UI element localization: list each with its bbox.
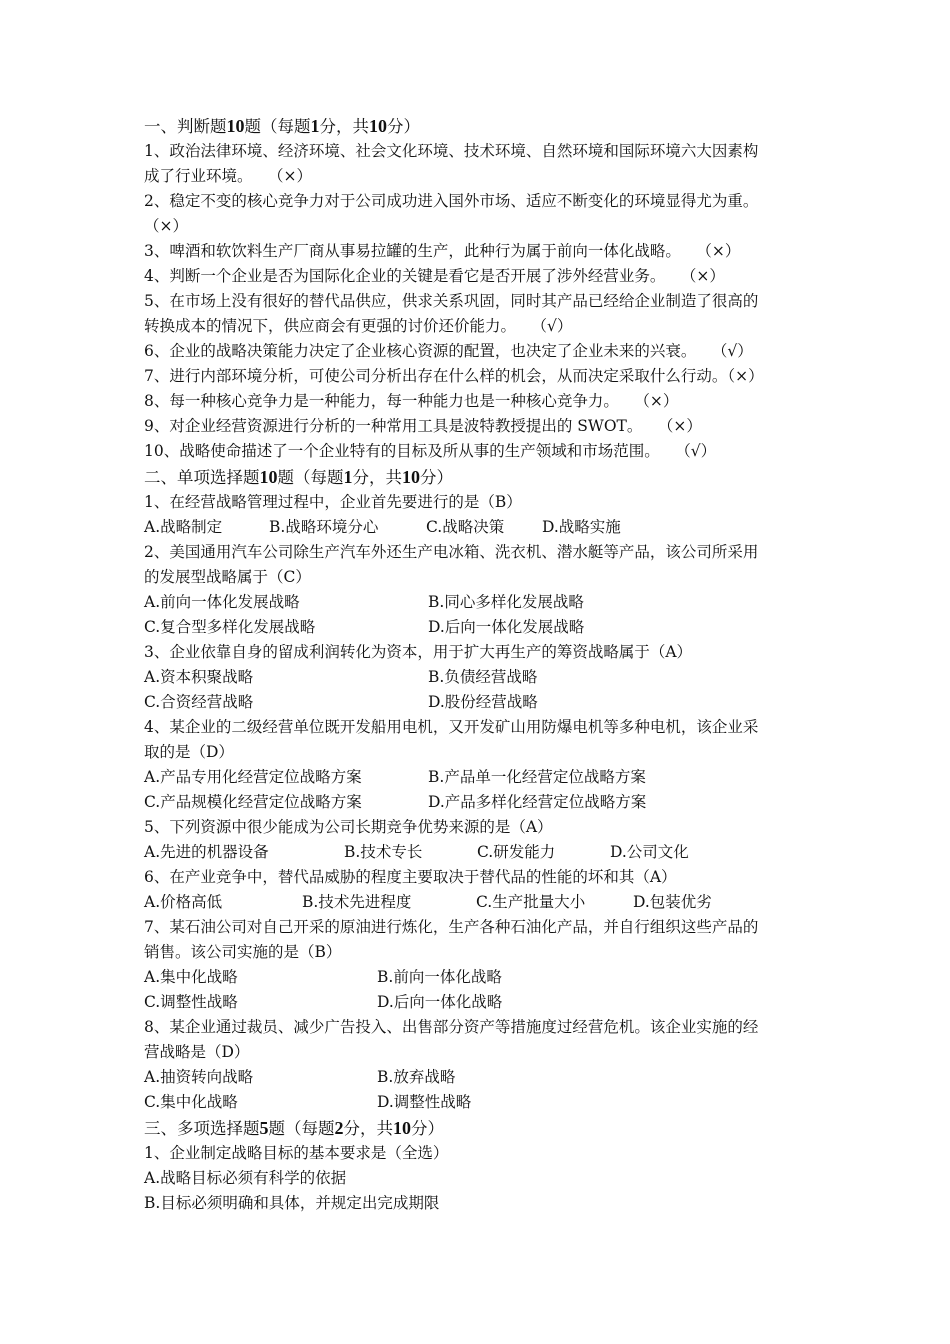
document-page bbox=[144, 113, 810, 1216]
option: C.合资经营战略 bbox=[144, 693, 254, 711]
option: D.股份经营战略 bbox=[428, 693, 538, 711]
options-row bbox=[144, 890, 810, 915]
option: B.放弃战略 bbox=[377, 1068, 456, 1086]
section-heading-true-false: 一、判断题10题（每题1分，共10分） bbox=[144, 116, 420, 136]
options-row bbox=[144, 990, 810, 1015]
judgment-line: 成了行业环境。 （×） bbox=[144, 167, 312, 185]
judgment-line: 2、稳定不变的核心竞争力对于公司成功进入国外市场、适应不断变化的环境显得尤为重。 bbox=[144, 192, 759, 210]
option: A.资本积聚战略 bbox=[144, 668, 254, 686]
options-row bbox=[144, 515, 810, 540]
option: B.战略环境分心 bbox=[269, 518, 379, 536]
option: A.集中化战略 bbox=[144, 968, 238, 986]
question-line: 1、在经营战略管理过程中，企业首先要进行的是（B） bbox=[144, 493, 522, 511]
section-heading-single-choice: 二、单项选择题10题（每题1分，共10分） bbox=[144, 467, 453, 487]
option: A.前向一体化发展战略 bbox=[144, 593, 300, 611]
options-row bbox=[144, 790, 810, 815]
option: A.产品专用化经营定位战略方案 bbox=[144, 768, 362, 786]
question-line: 1、企业制定战略目标的基本要求是（全选） bbox=[144, 1144, 449, 1162]
question-line: 取的是（D） bbox=[144, 743, 234, 761]
question-line: 7、某石油公司对自己开采的原油进行炼化，生产各种石油化产品，并自行组织这些产品的 bbox=[144, 918, 759, 936]
option: B.前向一体化战略 bbox=[377, 968, 502, 986]
question-line: 2、美国通用汽车公司除生产汽车外还生产电冰箱、洗衣机、潜水艇等产品，该公司所采用 bbox=[144, 543, 759, 561]
option: C.复合型多样化发展战略 bbox=[144, 618, 316, 636]
question-line: 销售。该公司实施的是（B） bbox=[144, 943, 342, 961]
options-row bbox=[144, 665, 810, 690]
option-line: B.目标必须明确和具体，并规定出完成期限 bbox=[144, 1194, 440, 1212]
option: C.战略决策 bbox=[426, 518, 505, 536]
question-line: 6、在产业竞争中，替代品威胁的程度主要取决于替代品的性能的坏和其（A） bbox=[144, 868, 677, 886]
judgment-line: 1、政治法律环境、经济环境、社会文化环境、技术环境、自然环境和国际环境六大因素构 bbox=[144, 142, 759, 160]
options-row bbox=[144, 1065, 810, 1090]
option: B.技术专长 bbox=[344, 843, 423, 861]
judgment-line: 4、判断一个企业是否为国际化企业的关键是看它是否开展了涉外经营业务。 （×） bbox=[144, 267, 725, 285]
option: C.调整性战略 bbox=[144, 993, 238, 1011]
judgment-line: 转换成本的情况下，供应商会有更强的讨价还价能力。 （√） bbox=[144, 317, 573, 335]
option: D.调整性战略 bbox=[377, 1093, 472, 1111]
options-row bbox=[144, 590, 810, 615]
option: D.包装优劣 bbox=[633, 893, 712, 911]
question-line: 营战略是（D） bbox=[144, 1043, 250, 1061]
question-line: 的发展型战略属于（C） bbox=[144, 568, 311, 586]
question-line: 4、某企业的二级经营单位既开发船用电机，又开发矿山用防爆电机等多种电机，该企业采 bbox=[144, 718, 759, 736]
judgment-line: 8、每一种核心竞争力是一种能力，每一种能力也是一种核心竞争力。 （×） bbox=[144, 392, 679, 410]
question-line: 5、下列资源中很少能成为公司长期竞争优势来源的是（A） bbox=[144, 818, 553, 836]
option: A.价格高低 bbox=[144, 893, 223, 911]
judgment-line: 6、企业的战略决策能力决定了企业核心资源的配置，也决定了企业未来的兴衰。 （√） bbox=[144, 342, 753, 360]
question-line: 8、某企业通过裁员、减少广告投入、出售部分资产等措施度过经营危机。该企业实施的经 bbox=[144, 1018, 759, 1036]
option: D.后向一体化发展战略 bbox=[428, 618, 585, 636]
option: C.生产批量大小 bbox=[476, 893, 586, 911]
options-row bbox=[144, 965, 810, 990]
options-row bbox=[144, 1090, 810, 1115]
option: A.抽资转向战略 bbox=[144, 1068, 254, 1086]
judgment-line: 5、在市场上没有很好的替代品供应，供求关系巩固，同时其产品已经给企业制造了很高的 bbox=[144, 292, 759, 310]
options-row bbox=[144, 765, 810, 790]
judgment-line: （×） bbox=[144, 217, 188, 235]
option: C.产品规模化经营定位战略方案 bbox=[144, 793, 362, 811]
option: D.公司文化 bbox=[610, 843, 689, 861]
option: C.研发能力 bbox=[477, 843, 556, 861]
option: A.先进的机器设备 bbox=[144, 843, 269, 861]
judgment-line: 9、对企业经营资源进行分析的一种常用工具是波特教授提出的 SWOT。 （×） bbox=[144, 417, 702, 435]
option: D.产品多样化经营定位战略方案 bbox=[428, 793, 647, 811]
option: A.战略制定 bbox=[144, 518, 223, 536]
question-line: 3、企业依靠自身的留成利润转化为资本，用于扩大再生产的筹资战略属于（A） bbox=[144, 643, 693, 661]
option: B.产品单一化经营定位战略方案 bbox=[428, 768, 646, 786]
option: D.后向一体化战略 bbox=[377, 993, 503, 1011]
option: C.集中化战略 bbox=[144, 1093, 238, 1111]
judgment-line: 3、啤酒和软饮料生产厂商从事易拉罐的生产，此种行为属于前向一体化战略。 （×） bbox=[144, 242, 741, 260]
option-line: A.战略目标必须有科学的依据 bbox=[144, 1169, 347, 1187]
option: B.负债经营战略 bbox=[428, 668, 538, 686]
options-row bbox=[144, 840, 810, 865]
section-heading-multiple-choice: 三、多项选择题5题（每题2分，共10分） bbox=[144, 1118, 444, 1138]
judgment-line: 7、进行内部环境分析，可使公司分析出存在什么样的机会，从而决定采取什么行动。（×） bbox=[144, 367, 764, 385]
option: B.同心多样化发展战略 bbox=[428, 593, 584, 611]
option: B.技术先进程度 bbox=[302, 893, 412, 911]
options-row bbox=[144, 615, 810, 640]
options-row bbox=[144, 690, 810, 715]
judgment-line: 10、战略使命描述了一个企业特有的目标及所从事的生产领域和市场范围。 （√） bbox=[144, 442, 717, 460]
option: D.战略实施 bbox=[542, 518, 621, 536]
